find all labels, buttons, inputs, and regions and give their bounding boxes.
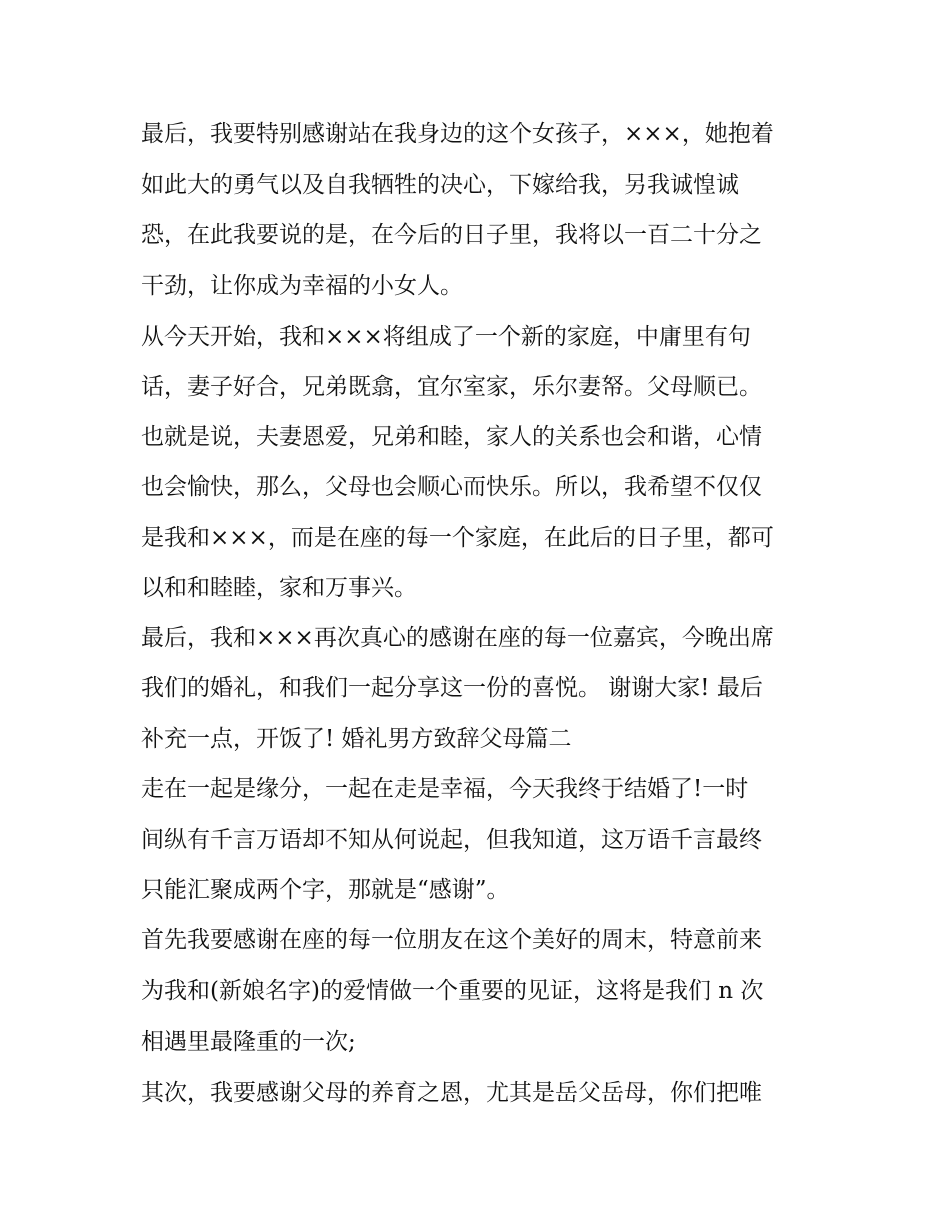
text-line: 相遇里最隆重的一次; (141, 1029, 356, 1056)
text-line: 只能汇聚成两个字，那就是“感谢”。 (141, 876, 510, 903)
text-line: 为我和(新娘名字)的爱情做一个重要的见证，这将是我们 n 次 (141, 978, 764, 1005)
paragraph (141, 764, 821, 915)
text-line: 干劲，让你成为幸福的小女人。 (141, 273, 463, 300)
text-line: 从今天开始，我和×××将组成了一个新的家庭，中庸里有句 (141, 323, 751, 350)
paragraph (141, 109, 821, 312)
paragraph (141, 613, 821, 765)
text-line: 也会愉快，那么，父母也会顺心而快乐。所以，我希望不仅仅 (141, 474, 762, 501)
text-line: 最后，我和×××再次真心的感谢在座的每一位嘉宾，今晚出席 (141, 624, 774, 651)
text-line: 是我和×××，而是在座的每一个家庭，在此后的日子里，都可 (141, 524, 774, 551)
text-line: 其次，我要感谢父母的养育之恩，尤其是岳父岳母，你们把唯 (141, 1080, 762, 1107)
text-line: 最后，我要特别感谢站在我身边的这个女孩子，×××，她抱着 (141, 121, 774, 147)
document-body (141, 109, 821, 1119)
text-line: 补充一点，开饭了! 婚礼男方致辞父母篇二 (141, 725, 572, 752)
text-line: 以和和睦睦，家和万事兴。 (141, 574, 417, 601)
text-line: 首先我要感谢在座的每一位朋友在这个美好的周末，特意前来 (141, 927, 762, 954)
text-line: 话，妻子好合，兄弟既翕，宜尔室家，乐尔妻帑。父母顺已。 (141, 373, 762, 400)
text-line: 间纵有千言万语却不知从何说起，但我知道，这万语千言最终 (141, 826, 762, 853)
text-line: 如此大的勇气以及自我牺牲的决心，下嫁给我，另我诚惶诚 (141, 171, 739, 198)
text-line: 恐，在此我要说的是，在今后的日子里，我将以一百二十分之 (141, 222, 762, 249)
paragraph (141, 915, 821, 1068)
text-line: 我们的婚礼，和我们一起分享这一份的喜悦。 谢谢大家! 最后 (141, 675, 763, 702)
text-line: 也就是说，夫妻恩爱，兄弟和睦，家人的关系也会和谐，心情 (141, 424, 762, 451)
paragraph (141, 312, 821, 613)
text-line: 走在一起是缘分，一起在走是幸福，今天我终于结婚了!一时 (141, 776, 749, 803)
paragraph (141, 1068, 821, 1119)
